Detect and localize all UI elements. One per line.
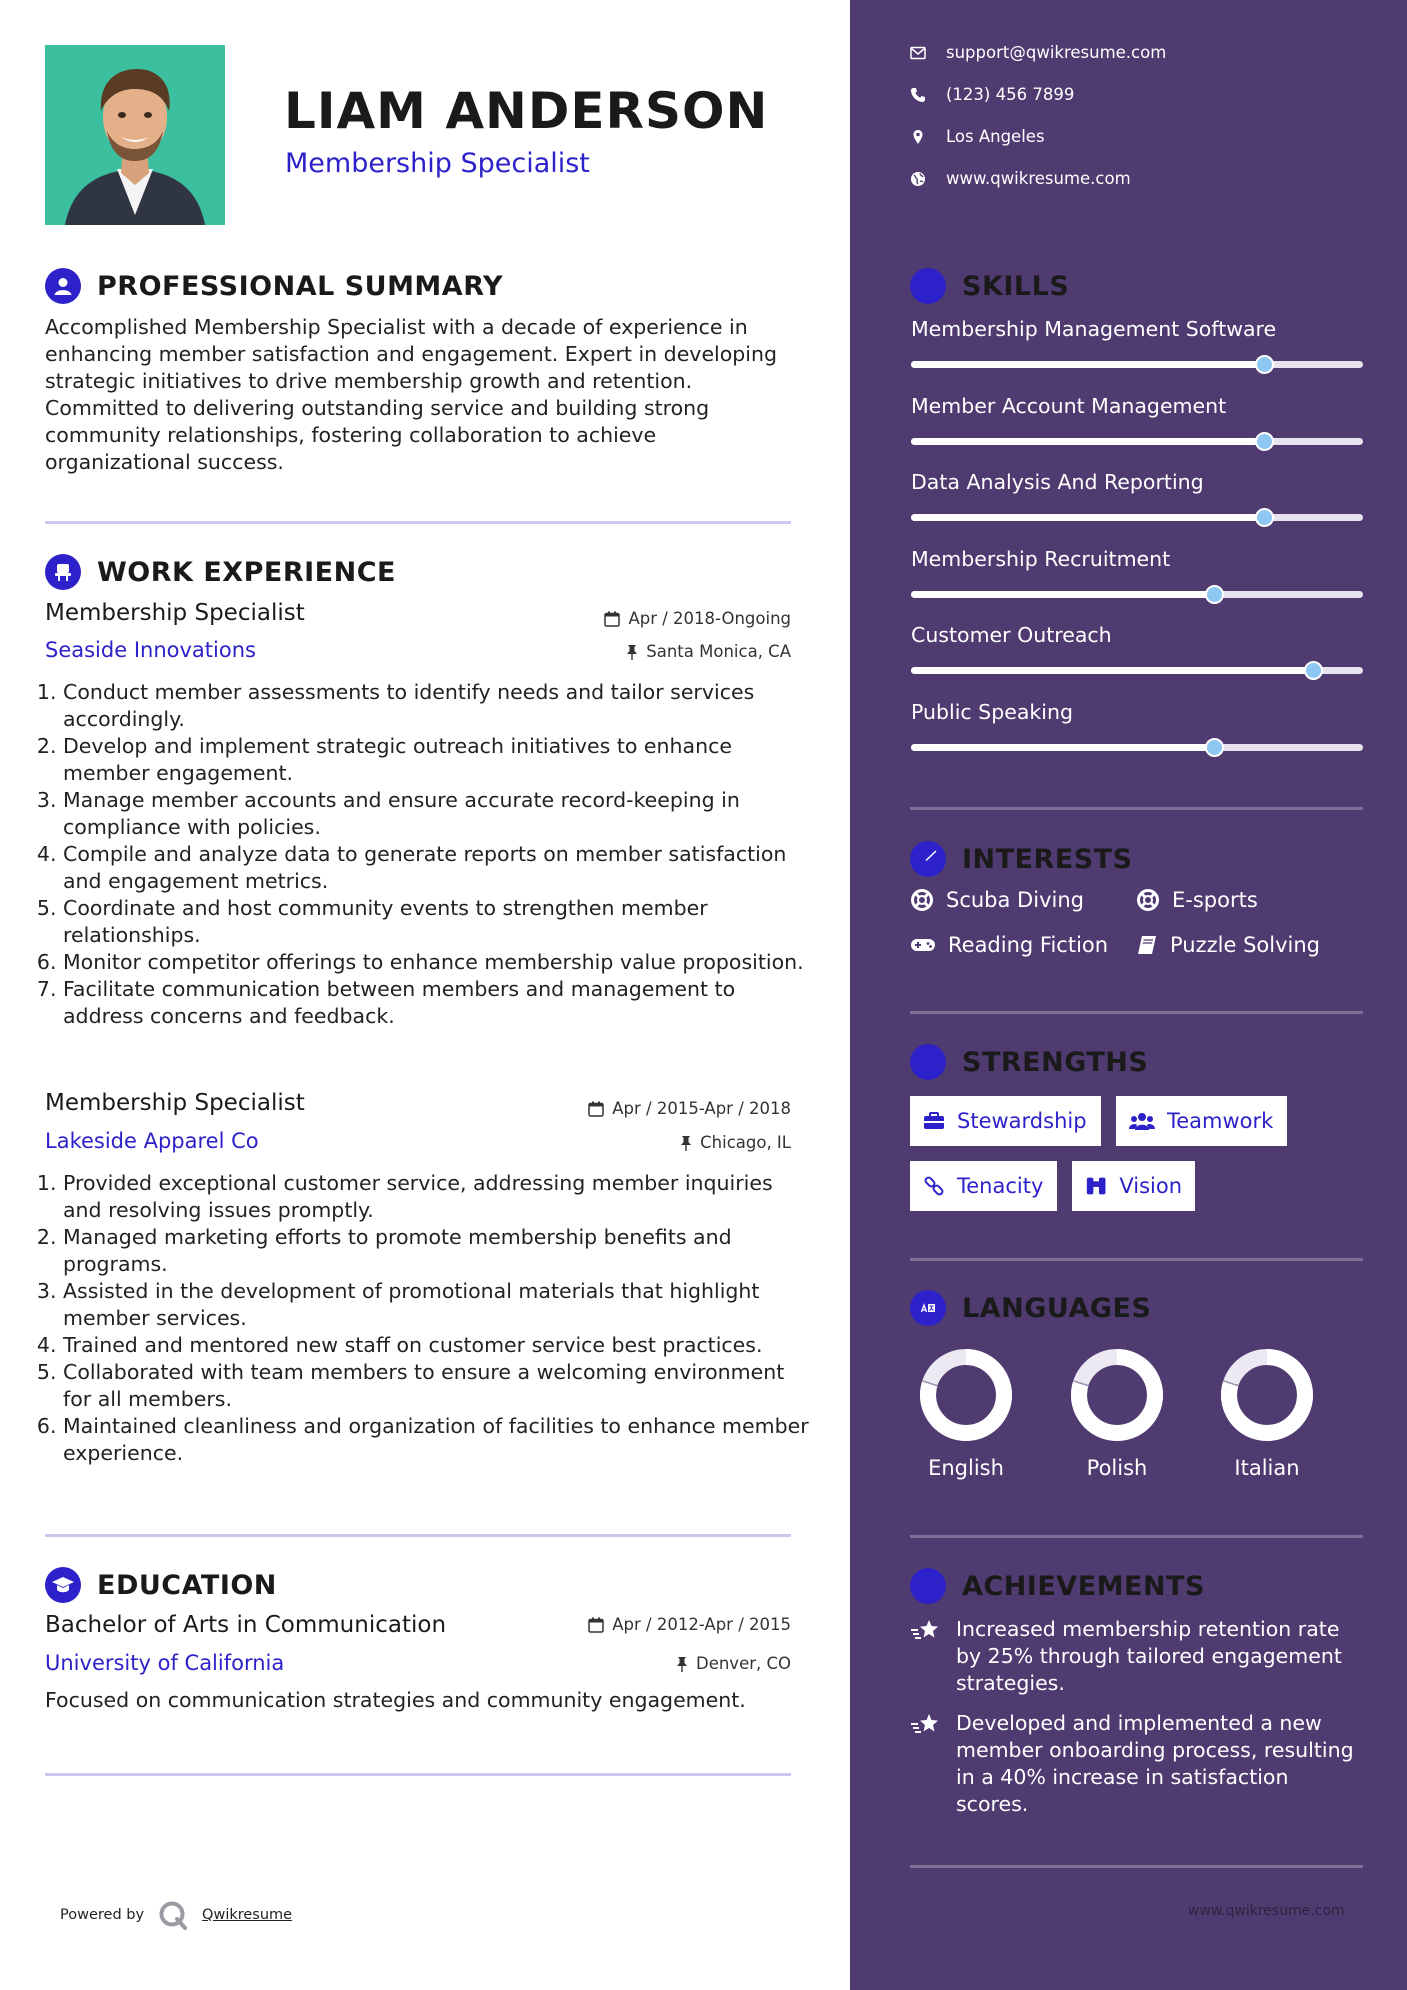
list-item: 3. Manage member accounts and ensure accurate record-keeping in compliance with policies. (63, 787, 813, 841)
list-item: 4. Trained and mentored new staff on customer service best practices. (63, 1332, 813, 1359)
education-title: EDUCATION (97, 1569, 277, 1601)
interests-title: INTERESTS (962, 843, 1133, 875)
pushpin-icon (676, 1656, 688, 1672)
footer-website[interactable]: www.qwikresume.com (1188, 1903, 1345, 1919)
users-icon (1129, 1111, 1155, 1131)
powered-by-label: Powered by (60, 1907, 145, 1923)
skill-bar (911, 667, 1363, 674)
language-label: Polish (1086, 1456, 1148, 1480)
languages-heading (910, 1290, 1151, 1326)
list-item: 2. Develop and implement strategic outreach initiatives to enhance member engagement. (63, 733, 813, 787)
fist-icon (910, 1044, 946, 1080)
skill-bar (911, 591, 1363, 598)
education-heading (45, 1567, 277, 1603)
user-icon (45, 268, 81, 304)
job-duties (45, 679, 813, 1030)
strength-label: Stewardship (957, 1109, 1087, 1133)
sidebar-divider (910, 1535, 1363, 1538)
education-location-text: Denver, CO (695, 1654, 791, 1673)
skills-title: SKILLS (962, 270, 1070, 302)
skill-bar (911, 744, 1363, 751)
divider (45, 1773, 791, 1776)
skill-label: Membership Management Software (911, 317, 1277, 341)
list-item: 7. Facilitate communication between members and management to address concerns and feedback. (63, 976, 813, 1030)
job-company: Lakeside Apparel Co (45, 1129, 259, 1153)
contact-website[interactable] (910, 169, 1131, 188)
work-heading (45, 554, 396, 590)
strength-badge (1116, 1096, 1287, 1146)
interest-label: Scuba Diving (946, 888, 1084, 912)
contact-website-text: www.qwikresume.com (946, 169, 1131, 188)
list-item: 3. Assisted in the development of promotional materials that highlight member services. (63, 1278, 813, 1332)
graduation-cap-icon (45, 1567, 81, 1603)
language-icon (910, 1290, 946, 1326)
star-badge-icon (910, 1568, 946, 1604)
skill-level-knob (1205, 585, 1224, 604)
skill-bar-fill (911, 438, 1264, 445)
interest-item (1136, 933, 1320, 957)
phone-icon (910, 87, 926, 103)
achievements-heading (910, 1568, 1205, 1604)
strength-badge (1072, 1161, 1195, 1211)
skill-label: Membership Recruitment (911, 546, 1171, 571)
globe-icon (910, 171, 926, 187)
candidate-role: Membership Specialist (285, 148, 590, 179)
achievement-item (910, 1710, 1356, 1818)
skill-level-knob (1255, 355, 1274, 374)
chair-icon (45, 554, 81, 590)
summary-text: Accomplished Membership Specialist with a decade of experience in enhancing member satisfaction and engagement. Expert in developing strategic initiatives to drive membership growth and retention. Committed to delivering outstanding service and building strong community relationships, fostering collaboration to achieve organizational success. (45, 315, 778, 474)
skill-bar-fill (911, 591, 1214, 598)
pushpin-icon (680, 1135, 692, 1151)
map-marker-icon (910, 129, 926, 145)
gamepad-icon (910, 937, 936, 953)
job-location (680, 1133, 791, 1152)
list-item: 2. Managed marketing efforts to promote membership benefits and programs. (63, 1224, 813, 1278)
list-item: 6. Monitor competitor offerings to enhance membership value proposition. (63, 949, 813, 976)
calendar-icon (588, 1101, 604, 1117)
binoculars-icon (1085, 1175, 1107, 1197)
school-name: University of California (45, 1651, 285, 1675)
degree-title: Bachelor of Arts in Communication (45, 1612, 447, 1638)
achievement-text: Developed and implemented a new member onboarding process, resulting in a 40% increase in satisfaction scores. (956, 1711, 1354, 1816)
skill-label: Customer Outreach (911, 623, 1112, 647)
contact-location (910, 127, 1045, 146)
profile-photo (45, 45, 225, 225)
achievement-item (910, 1616, 1356, 1697)
link-icon (923, 1175, 945, 1197)
skill-bar (911, 438, 1363, 445)
list-item: 1. Conduct member assessments to identify needs and tailor services accordingly. (63, 679, 813, 733)
skill-label: Public Speaking (911, 699, 1073, 724)
sidebar-divider (910, 807, 1363, 810)
avatar (45, 45, 225, 225)
skill-bar-fill (911, 744, 1214, 751)
skill-bar-fill (911, 361, 1264, 368)
shooting-star-icon (910, 1616, 944, 1697)
job-dates-text: Apr / 2015-Apr / 2018 (612, 1099, 791, 1118)
interest-label: E-sports (1172, 888, 1258, 912)
list-item: 5. Collaborated with team members to ensure a welcoming environment for all members. (63, 1359, 813, 1413)
shooting-star-icon (910, 1710, 944, 1818)
strength-label: Tenacity (957, 1174, 1044, 1198)
book-icon (1136, 935, 1158, 955)
contact-phone[interactable] (910, 85, 1074, 104)
strengths-title: STRENGTHS (962, 1046, 1149, 1078)
candidate-name: LIAM ANDERSON (284, 82, 769, 140)
calendar-icon (604, 611, 620, 627)
strength-label: Vision (1119, 1174, 1182, 1198)
achievement-text: Increased membership retention rate by 25% through tailored engagement strategies. (956, 1617, 1342, 1695)
job-dates (604, 609, 791, 628)
job-location-text: Santa Monica, CA (646, 642, 791, 661)
list-item: 4. Compile and analyze data to generate reports on member satisfaction and engagement metrics. (63, 841, 813, 895)
interest-item (910, 933, 1108, 957)
skill-bar (911, 361, 1363, 368)
envelope-icon (910, 46, 926, 60)
language-label: Italian (1234, 1456, 1300, 1480)
contact-phone-text: (123) 456 7899 (946, 85, 1075, 104)
list-item: 5. Coordinate and host community events to strengthen member relationships. (63, 895, 813, 949)
language-ring-chart (1067, 1345, 1167, 1445)
calendar-icon (588, 1617, 604, 1633)
strength-badge (910, 1161, 1057, 1211)
job-dates-text: Apr / 2018-Ongoing (628, 609, 791, 628)
interest-item (1136, 888, 1258, 912)
interest-label: Reading Fiction (948, 933, 1109, 957)
job-duties (45, 1170, 813, 1467)
interest-label: Puzzle Solving (1170, 933, 1320, 957)
sidebar-divider (910, 1011, 1363, 1014)
job-dates (588, 1099, 791, 1118)
language-ring-chart (1217, 1345, 1317, 1445)
strength-badge (910, 1096, 1101, 1146)
education-dates-text: Apr / 2012-Apr / 2015 (612, 1615, 791, 1634)
contact-location-text: Los Angeles (946, 127, 1045, 146)
education-description: Focused on communication strategies and community engagement. (45, 1688, 746, 1712)
job-title: Membership Specialist (45, 600, 305, 626)
powered-by (60, 1900, 292, 1930)
work-title: WORK EXPERIENCE (97, 556, 396, 588)
summary-title: PROFESSIONAL SUMMARY (97, 270, 504, 302)
achievements-title: ACHIEVEMENTS (962, 1570, 1205, 1602)
language-label: English (928, 1456, 1004, 1480)
interest-item (910, 888, 1084, 912)
life-ring-icon (910, 888, 934, 912)
pushpin-icon (626, 644, 638, 660)
sidebar-divider (910, 1258, 1363, 1261)
skill-level-knob (1205, 738, 1224, 757)
contact-email[interactable] (910, 43, 1166, 62)
divider (45, 521, 791, 524)
qwikresume-link[interactable]: Qwikresume (202, 1907, 293, 1923)
education-location (676, 1654, 791, 1673)
sidebar-divider (910, 1865, 1363, 1868)
job-title: Membership Specialist (45, 1090, 305, 1116)
paper-plane-icon (910, 841, 946, 877)
skill-level-knob (1255, 432, 1274, 451)
skill-bar (911, 514, 1363, 521)
language-ring-chart (916, 1345, 1016, 1445)
briefcase-icon (923, 1111, 945, 1131)
skill-level-knob (1255, 508, 1274, 527)
education-dates (588, 1615, 791, 1634)
lightbulb-icon (910, 268, 946, 304)
summary-heading (45, 268, 503, 304)
divider (45, 1534, 791, 1537)
language-ring (891, 1345, 1041, 1449)
job-company: Seaside Innovations (45, 638, 256, 662)
skill-bar-fill (911, 667, 1313, 674)
life-ring-icon (1136, 888, 1160, 912)
strengths-heading (910, 1044, 1148, 1080)
language-ring (1192, 1345, 1342, 1449)
list-item: 6. Maintained cleanliness and organization of facilities to enhance member experience. (63, 1413, 813, 1467)
job-location-text: Chicago, IL (700, 1133, 791, 1152)
skill-label: Member Account Management (911, 393, 1227, 418)
skill-label: Data Analysis And Reporting (911, 470, 1204, 494)
interests-heading (910, 841, 1133, 877)
job-location (626, 642, 791, 661)
skill-bar-fill (911, 514, 1264, 521)
skills-heading (910, 268, 1069, 304)
contact-email-text: support@qwikresume.com (946, 43, 1167, 62)
language-ring (1042, 1345, 1192, 1449)
strength-label: Teamwork (1167, 1109, 1274, 1133)
languages-title: LANGUAGES (962, 1292, 1152, 1324)
qwikresume-logo-icon (158, 1900, 188, 1930)
list-item: 1. Provided exceptional customer service, addressing member inquiries and resolving issues promptly. (63, 1170, 813, 1224)
